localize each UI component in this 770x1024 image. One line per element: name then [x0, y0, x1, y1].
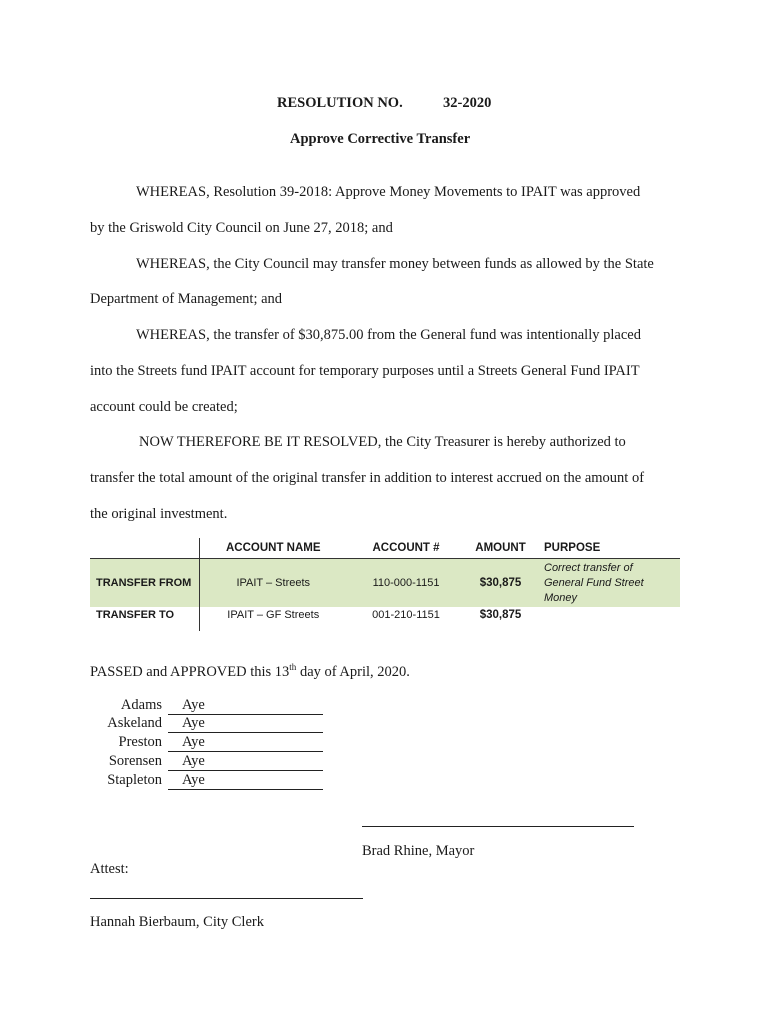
mayor-name: Brad Rhine, Mayor: [362, 843, 475, 859]
whereas-3-line-3: account could be created;: [90, 399, 238, 415]
vote-name: Adams: [120, 697, 162, 713]
whereas-2-line-1: WHEREAS, the City Council may transfer money between funds as allowed by the State: [136, 256, 654, 272]
row-label-transfer-from: TRANSFER FROM: [90, 559, 199, 608]
passed-text-end: day of April, 2020.: [296, 663, 410, 680]
transfer-table: [90, 538, 680, 631]
passed-text: PASSED and APPROVED this 13: [90, 663, 290, 680]
whereas-3-line-2: into the Streets fund IPAIT account for temporary purposes until a Streets General Fund IPAIT: [90, 363, 640, 379]
whereas-2-line-2: Department of Management; and: [90, 291, 283, 307]
vote-value: Aye: [168, 697, 323, 715]
header-empty: [90, 538, 199, 559]
account-name-cell: IPAIT – GF Streets: [199, 607, 347, 631]
transfer-table-header: [90, 538, 680, 559]
header-amount: AMOUNT: [465, 538, 536, 559]
header-account-no: ACCOUNT #: [347, 538, 465, 559]
vote-name: Sorensen: [108, 753, 162, 769]
resolved-line-1: NOW THEREFORE BE IT RESOLVED, the City Treasurer is hereby authorized to: [139, 434, 626, 450]
vote-name: Stapleton: [107, 772, 162, 788]
amount-cell: $30,875: [479, 609, 522, 621]
clerk-name: Hannah Bierbaum, City Clerk: [90, 914, 264, 930]
account-name-cell: IPAIT – Streets: [199, 559, 347, 608]
vote-value: Aye: [168, 734, 323, 752]
clerk-signature-line: [90, 898, 363, 899]
table-row: [90, 559, 680, 608]
amount-cell: $30,875: [465, 559, 536, 608]
purpose-line: Money: [544, 591, 578, 604]
account-no-cell: 110-000-1151: [347, 559, 465, 608]
purpose-line: General Fund Street: [544, 576, 644, 589]
whereas-1-line-1: WHEREAS, Resolution 39-2018: Approve Money Movements to IPAIT was approved: [136, 184, 641, 200]
attest-label: Attest:: [90, 861, 129, 877]
purpose-cell: [536, 559, 680, 608]
header-account-name: ACCOUNT NAME: [199, 538, 347, 559]
purpose-line: Correct transfer of: [544, 561, 633, 574]
resolution-subtitle: Approve Corrective Transfer: [290, 131, 471, 147]
whereas-1-line-2: by the Griswold City Council on June 27, 2018; and: [90, 220, 393, 236]
resolved-line-3: the original investment.: [90, 506, 228, 522]
resolved-line-2: transfer the total amount of the original transfer in addition to interest accrued on the amount of: [90, 470, 645, 486]
vote-value: Aye: [168, 715, 323, 733]
vote-name: Preston: [118, 734, 162, 750]
table-row: [90, 607, 680, 631]
vote-value: Aye: [168, 753, 323, 771]
passed-ordinal: th: [289, 662, 297, 672]
vote-name: Askeland: [107, 715, 162, 731]
resolution-number: 32-2020: [443, 95, 492, 111]
resolution-label: RESOLUTION NO.: [277, 95, 403, 111]
vote-value: Aye: [168, 772, 323, 790]
passed-approved-statement: [90, 662, 410, 681]
purpose-cell-empty: [536, 607, 680, 631]
account-no-cell: 001-210-1151: [372, 609, 440, 621]
whereas-3-line-1: WHEREAS, the transfer of $30,875.00 from the General fund was intentionally placed: [136, 327, 641, 343]
row-label-transfer-to: TRANSFER TO: [96, 609, 175, 621]
mayor-signature-line: [362, 826, 634, 827]
header-purpose: PURPOSE: [536, 538, 680, 559]
